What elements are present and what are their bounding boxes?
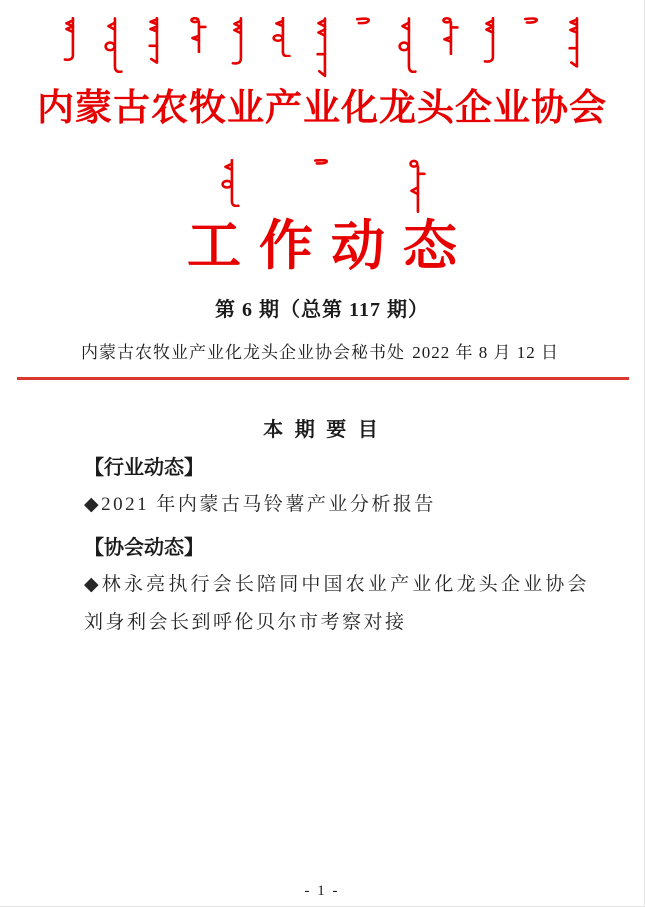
page-number: - 1 - (304, 883, 340, 899)
mongolian-script-glyph (438, 17, 459, 55)
mongolian-script-glyph (405, 159, 426, 213)
mongolian-script-glyph (396, 17, 417, 73)
publisher: 内蒙古农牧业产业化龙头企业协会秘书处 (81, 343, 405, 362)
mongolian-script-glyph (312, 159, 333, 175)
toc-item-potato-report: ◆2021 年内蒙古马铃薯产业分析报告 (84, 494, 436, 515)
mongolian-script-glyph (102, 17, 123, 73)
masthead (0, 0, 644, 380)
contents-heading: 本 期 要 目 (263, 419, 381, 441)
mongolian-script-glyph (60, 17, 81, 63)
mongolian-script-glyph (186, 17, 207, 53)
mongolian-script-glyph (522, 17, 543, 37)
section-category-industry: 【行业动态】 (84, 457, 204, 479)
red-divider-rule (17, 377, 629, 380)
mongolian-script-glyph (228, 17, 249, 67)
toc-item-hulunbuir-visit: ◆林永亮执行会长陪同中国农业产业化龙头企业协会刘身利会长到呼伦贝尔市考察对接 (84, 574, 589, 633)
contents-toc (0, 413, 644, 642)
toc-body (84, 456, 589, 642)
mongolian-script-glyph (564, 17, 585, 69)
org-title: 内蒙古农牧业产业化龙头企业协会 (37, 88, 607, 129)
mongolian-script-glyph (219, 159, 240, 207)
mongolian-script-glyph (270, 17, 291, 57)
mongolian-script-subtitle-row (0, 159, 644, 215)
section-category-association: 【协会动态】 (84, 537, 204, 559)
mongolian-script-top-row (0, 0, 644, 81)
bulletin-title: 工作动态 (187, 216, 475, 276)
mongolian-script-glyph (144, 17, 165, 65)
mongolian-script-glyph (312, 17, 333, 79)
mongolian-script-glyph (480, 17, 501, 65)
mongolian-script-glyph (354, 17, 375, 39)
publisher-row (0, 338, 644, 363)
publish-date: 2022 年 8 月 12 日 (412, 343, 559, 362)
issue-number: 第 6 期（总第 117 期） (215, 299, 429, 321)
